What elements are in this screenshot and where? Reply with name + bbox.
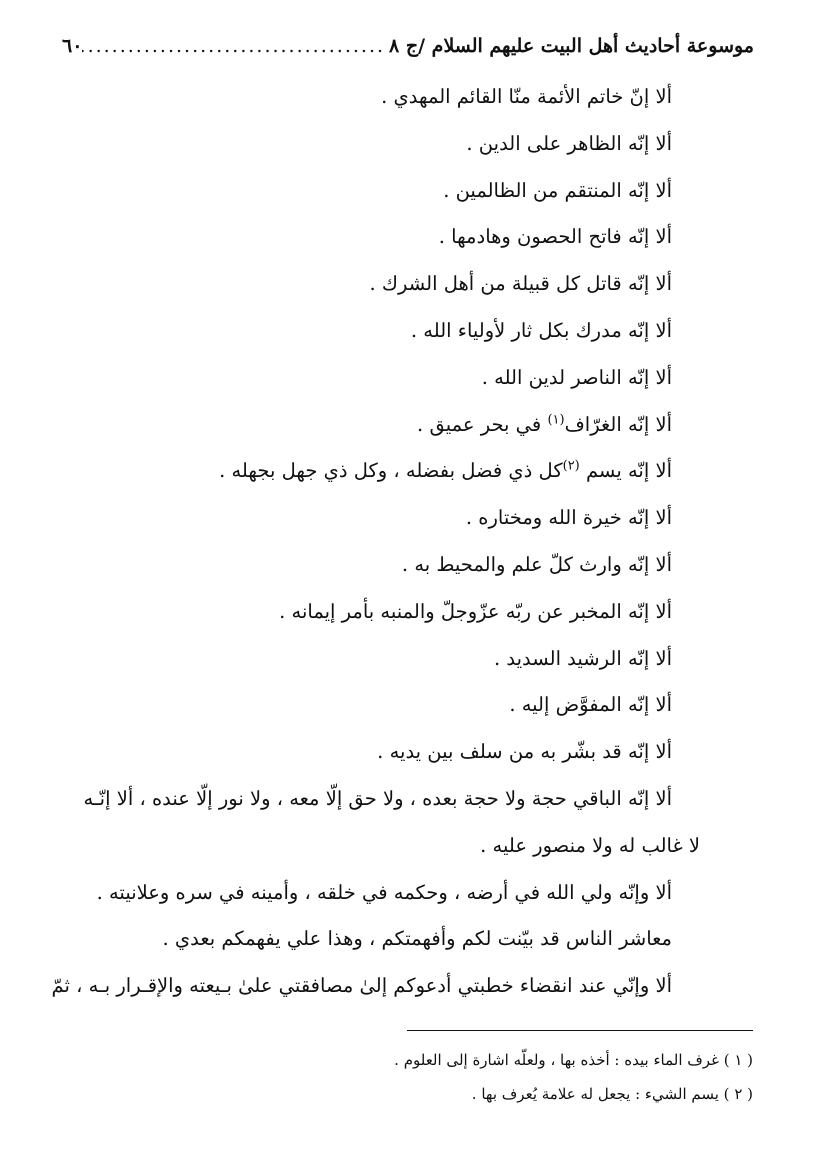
page-number: ٦٠ xyxy=(62,35,83,57)
text-segment: كل ذي فضل بفضله ، وكل ذي جهل بجهله . xyxy=(219,459,563,483)
footnote: ( ٢ ) يسم الشيء : يجعل له علامة يُعرف بها . xyxy=(471,1085,753,1103)
text-line: ألا إنّه المخبر عن ربّه عزّوجلّ والمنبه بأمر إيمانه . xyxy=(279,599,672,623)
text-line: ألا إنّه فاتح الحصون وهادمها . xyxy=(438,225,672,249)
footnote: ( ١ ) غرف الماء بيده : أخذه بها ، ولعلّه اشارة إلى العلوم . xyxy=(394,1051,753,1069)
text-line: ألا إنّه قاتل كل قبيلة من أهل الشرك . xyxy=(369,272,672,296)
text-line: ألا إنّه قد بشّر به من سلف بين يديه . xyxy=(377,740,672,764)
text-line xyxy=(60,448,700,495)
footnotes xyxy=(300,1043,753,1111)
text-segment: ألا إنّه يسم xyxy=(579,459,672,483)
text-line: ألا إنّه الرشيد السديد . xyxy=(493,646,672,670)
footnote-separator xyxy=(407,1030,753,1031)
text-line: ألا إنّ خاتم الأئمة منّا القائم المهدي . xyxy=(381,85,672,108)
main-text xyxy=(51,74,700,1010)
text-line: لا غالب له ولا منصور عليه . xyxy=(480,833,700,857)
text-segment: في بحر عميق . xyxy=(417,412,548,436)
text-segment: ألا إنّه الغرّاف xyxy=(564,412,672,436)
text-line xyxy=(60,402,700,449)
footnote-ref: (٢) xyxy=(562,458,580,474)
text-line: معاشر الناس قد بيّنت لكم وأفهمتكم ، وهذا علي يفهمكم بعدي . xyxy=(162,927,672,951)
text-line: ألا إنّه الناصر لدين الله . xyxy=(481,365,672,389)
book-title: موسوعة أحاديث أهل البيت عليهم السلام /ج ٨ xyxy=(389,35,754,57)
text-line: ألا إنّه الباقي حجة ولا حجة بعده ، ولا حق إلّا معه ، ولا نور إلّا عنده ، ألا إنّـه xyxy=(83,786,672,810)
leader-dots xyxy=(82,35,389,57)
text-line: ألا إنّه المفوَّض إليه . xyxy=(509,693,672,717)
running-header xyxy=(62,28,754,64)
text-line: ألا وإنّه ولي الله في أرضه ، وحكمه في خلقه ، وأمينه في سره وعلانيته . xyxy=(96,880,672,904)
footnote-ref: (١) xyxy=(547,412,565,428)
text-line: ألا إنّه المنتقم من الظالمين . xyxy=(443,178,672,202)
text-line: ألا إنّه مدرك بكل ثار لأولياء الله . xyxy=(410,318,672,342)
text-line: ألا إنّه الظاهر على الدين . xyxy=(466,131,672,155)
text-line: ألا إنّه خيرة الله ومختاره . xyxy=(465,506,672,530)
text-line: ألا وإنّي عند انقضاء خطبتي أدعوكم إلىٰ مصافقتي علىٰ بـيعته والإقـرار بـه ، ثمّ xyxy=(51,974,672,998)
text-line: ألا إنّه وارث كلّ علم والمحيط به . xyxy=(401,552,672,576)
